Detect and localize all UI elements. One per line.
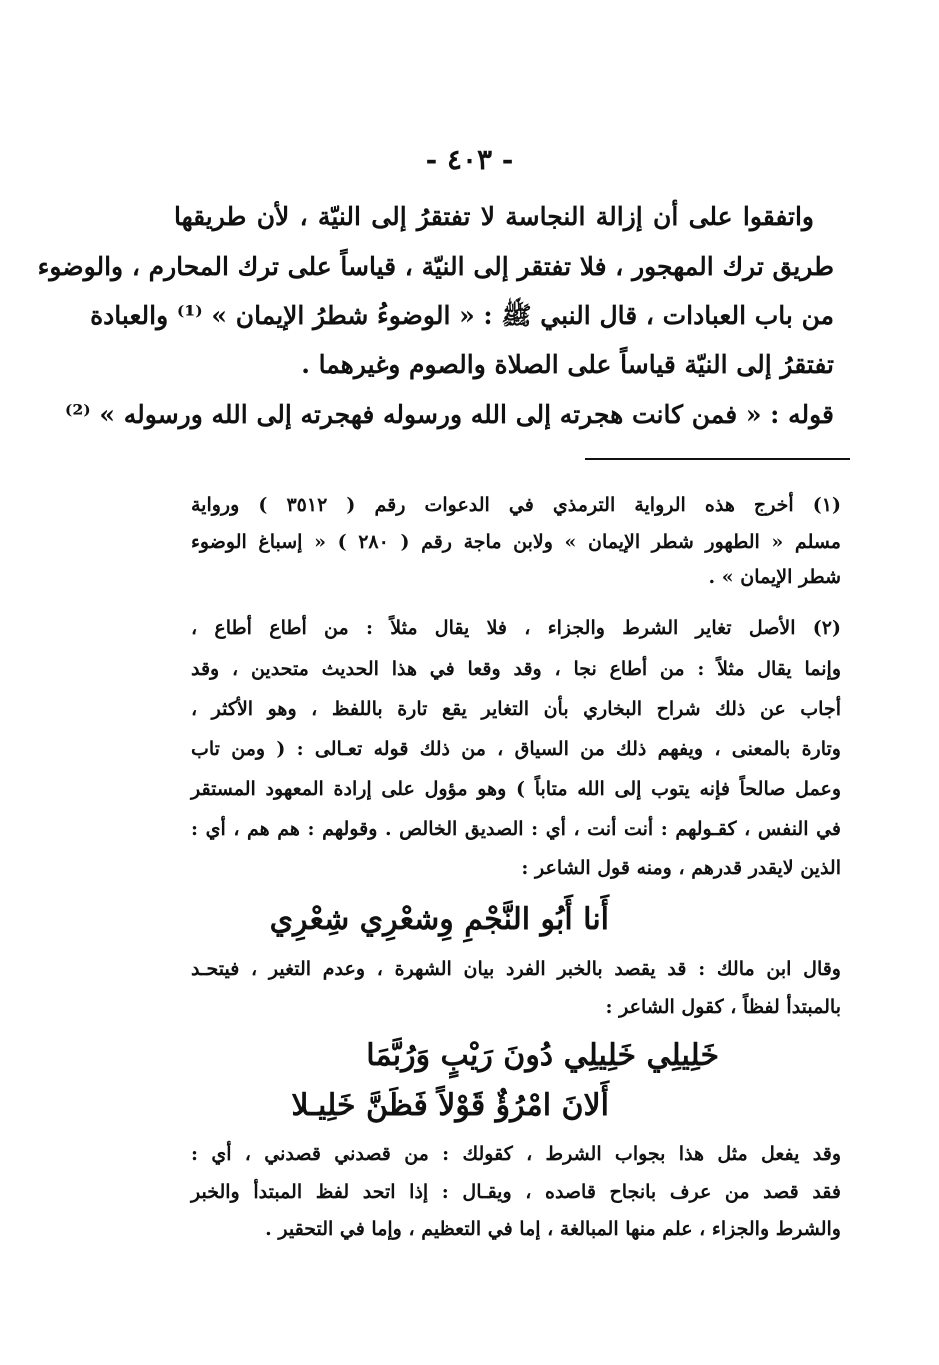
hadith-quote-line: قوله : « فمن كانت هجرته إلى الله ورسوله فهجرته إلى الله ورسوله » ⁽²⁾ [64, 400, 834, 429]
footnote-2-line: الذين لايقدر قدرهم ، ومنه قول الشاعر : [521, 857, 841, 879]
footnote-1-line: شطر الإيمان » . [708, 566, 841, 588]
footnote-1-line: مسلم « الطهور شطر الإيمان » ولابن ماجة رقم ( ٢٨٠ ) « إسباغ الوضوء [191, 531, 841, 553]
footnote-2-line: وعمل صالحاً فإنه يتوب إلى الله متاباً ) وهو مؤول على إرادة المعهود المستقر [191, 778, 841, 800]
footnote-2-line: (٢) الأصل تغاير الشرط والجزاء ، فلا يقال مثلاً : من أطاع أطاع ، [191, 617, 841, 639]
poetry-verse: أَلانَ امْرُؤٌ قَوْلاً فَظَنَّ خَلِيـلا [291, 1088, 609, 1123]
poetry-verse: أَنا أَبُو النَّجْمِ وِشعْرِي شِعْرِي [269, 902, 609, 937]
footnote-2-line: وتارة بالمعنى ، ويفهم ذلك من السياق ، من ذلك قوله تعـالى : ( ومن تاب [191, 738, 841, 760]
body-line: تفتقرُ إلى النيّة قياساً على الصلاة والصوم وغيرهما . [301, 350, 834, 379]
footnote-separator [585, 458, 850, 460]
footnote-2-line: والشرط والجزاء ، علم منها المبالغة ، إما في التعظيم ، وإما في التحقير . [265, 1218, 841, 1240]
footnote-2-line: وإنما يقال مثلاً : من أطاع نجا ، وقد وقعا في هذا الحديث متحدين ، وقد [191, 658, 841, 680]
footnote-1-line: (١) أخرج هذه الرواية الترمذي في الدعوات رقم ( ٣٥١٢ ) ورواية [191, 494, 842, 516]
footnote-2-line: أجاب عن ذلك شراح البخاري بأن التغاير يقع تارة باللفظ ، وهو الأكثر ، [191, 698, 841, 720]
footnote-2-line: بالمبتدأ لفظاً ، كقول الشاعر : [605, 996, 841, 1018]
footnote-2-line: وقال ابن مالك : قد يقصد بالخبر الفرد بيان الشهرة ، وعدم التغير ، فيتحـد [191, 958, 841, 980]
footnote-2-line: وقد يفعل مثل هذا بجواب الشرط ، كقولك : من قصدني قصدني ، أي : [191, 1143, 841, 1165]
body-line: واتفقوا على أن إزالة النجاسة لا تفتقرُ إلى النيّة ، لأن طريقها [174, 202, 814, 231]
body-line: طريق ترك المهجور ، فلا تفتقر إلى النيّة ، قياساً على ترك المحارم ، والوضوء [37, 252, 834, 281]
poetry-verse: خَلِيلِي خَلِيلِي دُونَ رَيْبٍ وَرُبَّمَا [366, 1038, 719, 1073]
body-line: من باب العبادات ، قال النبي ﷺ : « الوضوءُ شطرُ الإيمان » ⁽¹⁾ والعبادة [90, 301, 834, 330]
footnote-2-line: فقد قصد من عرف بانجاح قاصده ، ويقـال : إذا اتحد لفظ المبتدأ والخبر [191, 1181, 841, 1203]
footnote-2-line: في النفس ، كقـولهم : أنت أنت ، أي : الصديق الخالص . وقولهم : هم هم ، أي : [191, 818, 841, 840]
page-number: - ٤٠٣ - [425, 143, 514, 176]
